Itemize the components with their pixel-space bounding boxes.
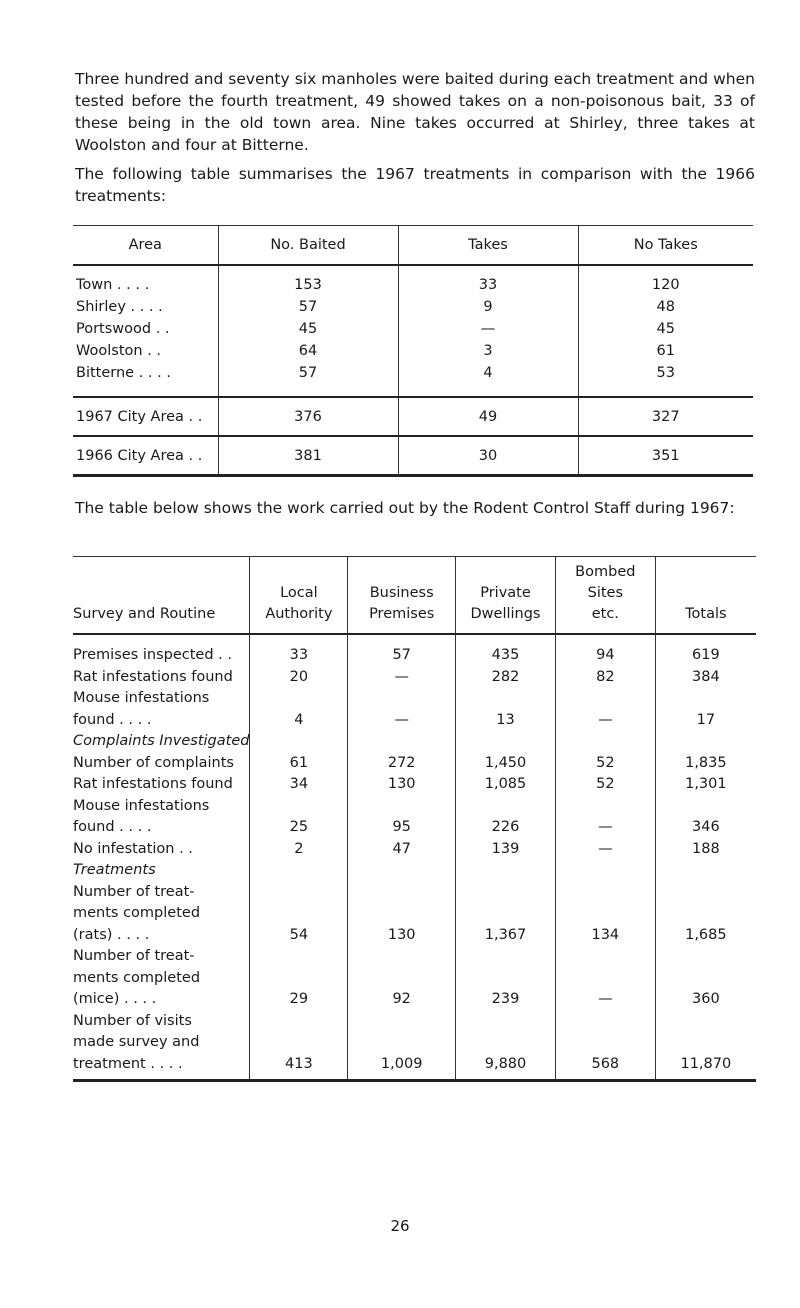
header-area: Area [73, 226, 218, 266]
paragraph-manholes: Three hundred and seventy six manholes were baited during each treatment and when tested before the fourth treatment, 49 showed takes on a non-poisonous bait, 33 of these being in the old town area. Nine takes occurred at Shirley, three takes at Woolston and four at Bitterne. [75, 70, 755, 154]
table-row [73, 753, 756, 775]
section-heading-row [73, 860, 756, 882]
cell: 11,870 [655, 1011, 756, 1081]
row-label [73, 946, 250, 1011]
section-heading-row [73, 731, 756, 753]
header-no-baited: No. Baited [218, 226, 398, 266]
row-label: Bitterne . . . . [73, 362, 218, 384]
cell: 94 [555, 645, 655, 667]
cell: 48 [656, 299, 675, 315]
table-row [73, 645, 756, 667]
table-row [73, 340, 753, 362]
cell: 52 [555, 774, 655, 796]
table-row [73, 362, 753, 384]
cell: 1,301 [685, 776, 727, 792]
cell: 435 [456, 645, 556, 667]
cell: 1,367 [456, 882, 556, 947]
cell: — [555, 796, 655, 839]
total-row-1967 [73, 397, 753, 436]
cell: 272 [348, 753, 456, 775]
spacer-row [73, 265, 753, 274]
row-label: Rat infestations found [73, 667, 250, 689]
header-business-premises [348, 557, 456, 635]
label-line: (mice) . . . . [73, 991, 157, 1007]
spacer-row [73, 384, 753, 397]
cell: 376 [218, 397, 398, 436]
cell: 130 [348, 774, 456, 796]
label-line: made survey and [73, 1034, 200, 1050]
spacer-row [73, 634, 756, 645]
cell: 82 [555, 667, 655, 689]
cell: 4 [250, 688, 348, 731]
treatments-heading: Treatments [73, 860, 250, 882]
table-row [73, 796, 756, 839]
table-row [73, 318, 753, 340]
row-label: Rat infestations found [73, 774, 250, 796]
total-row-1966 [73, 436, 753, 476]
label-line: found . . . . [73, 819, 152, 835]
row-label: Shirley . . . . [73, 296, 218, 318]
header-text: etc. [591, 606, 619, 622]
cell: — [555, 946, 655, 1011]
header-local-authority [250, 557, 348, 635]
row-label [73, 688, 250, 731]
cell: 20 [250, 667, 348, 689]
label-line: Number of treat- [73, 883, 195, 900]
table-row [73, 774, 756, 796]
row-label: Number of complaints [73, 753, 250, 775]
label-line: Mouse infestations [73, 690, 210, 706]
table-row [73, 274, 753, 296]
row-label [73, 1011, 250, 1081]
header-text: Premises [369, 606, 435, 622]
table-row [73, 882, 756, 947]
header-bombed-sites [555, 557, 655, 635]
cell: 1,085 [456, 774, 556, 796]
row-label [73, 882, 250, 947]
cell: 54 [250, 882, 348, 947]
cell: 226 [456, 796, 556, 839]
header-no-takes: No Takes [578, 226, 753, 266]
cell: 57 [218, 362, 398, 384]
table-header-row [73, 557, 756, 635]
header-text: Dwellings [470, 606, 541, 622]
cell: 95 [348, 796, 456, 839]
cell: 413 [250, 1011, 348, 1081]
cell: — [348, 688, 456, 731]
cell: 45 [656, 321, 675, 337]
cell: 64 [218, 340, 398, 362]
table-row [73, 946, 756, 1011]
label-line: Number of visits [73, 1012, 192, 1029]
cell: 45 [218, 318, 398, 340]
cell: 1,685 [685, 926, 727, 943]
cell: 61 [250, 753, 348, 775]
treatment-comparison-table [73, 225, 753, 477]
cell: 134 [555, 882, 655, 947]
cell: 1,835 [685, 754, 727, 771]
table-row [73, 296, 753, 318]
paragraph-summary-intro: The following table summarises the 1967 treatments in comparison with the 1966 treatments: [75, 165, 755, 205]
label-line: ments completed [73, 969, 201, 986]
cell: 327 [578, 397, 753, 436]
cell: 34 [250, 774, 348, 796]
cell: 360 [692, 991, 720, 1007]
cell: 188 [692, 840, 720, 857]
rodent-control-work-table [73, 556, 756, 1082]
cell: 9,880 [456, 1011, 556, 1081]
cell: 239 [456, 946, 556, 1011]
cell: 282 [456, 667, 556, 689]
cell: 53 [656, 365, 675, 381]
row-label: No infestation . . [73, 839, 250, 861]
header-private-dwellings [456, 557, 556, 635]
cell: 153 [218, 274, 398, 296]
cell: 57 [348, 645, 456, 667]
header-totals: Totals [655, 557, 756, 635]
label-line: Mouse infestations [73, 797, 210, 814]
header-text: Authority [265, 606, 333, 622]
cell: 25 [250, 796, 348, 839]
header-text: Business [369, 585, 434, 601]
cell: — [348, 667, 456, 689]
table-row [73, 688, 756, 731]
cell: 130 [348, 882, 456, 947]
cell: 1,450 [456, 753, 556, 775]
header-text: Local [280, 585, 318, 601]
row-label: 1966 City Area . . [73, 436, 218, 476]
row-label [73, 796, 250, 839]
header-takes: Takes [398, 226, 578, 266]
label-line: Number of treat- [73, 948, 195, 964]
cell: 13 [456, 688, 556, 731]
header-text: Sites [587, 585, 624, 601]
table-row [73, 839, 756, 861]
cell: 47 [348, 839, 456, 861]
table-row [73, 667, 756, 689]
cell: 61 [656, 343, 675, 359]
cell: 384 [692, 668, 720, 685]
paragraph-rodent-intro: The table below shows the work carried out by the Rodent Control Staff during 1967: [75, 499, 735, 517]
cell: 4 [398, 362, 578, 384]
header-survey-routine: Survey and Routine [73, 557, 250, 635]
cell: 17 [696, 711, 716, 728]
complaints-heading: Complaints Investigated [73, 731, 250, 753]
cell: 1,009 [348, 1011, 456, 1081]
cell: — [398, 318, 578, 340]
row-label: 1967 City Area . . [73, 397, 218, 436]
cell: 2 [250, 839, 348, 861]
cell: 619 [692, 647, 720, 663]
cell: 351 [578, 436, 753, 476]
label-line: found . . . . [73, 711, 152, 728]
row-label: Portswood . . [73, 318, 218, 340]
page-number: 26 [390, 1217, 410, 1235]
label-line: ments completed [73, 905, 201, 921]
cell: 346 [692, 819, 720, 835]
table-header-row [73, 226, 753, 266]
header-text: Bombed [575, 564, 636, 580]
cell: 120 [651, 277, 680, 293]
cell: — [555, 839, 655, 861]
label-line: (rats) . . . . [73, 926, 150, 943]
row-label: Premises inspected . . [73, 645, 250, 667]
row-label: Woolston . . [73, 340, 218, 362]
cell: 30 [398, 436, 578, 476]
cell: 52 [555, 753, 655, 775]
table-row [73, 1011, 756, 1081]
cell: 29 [250, 946, 348, 1011]
label-line: treatment . . . . [73, 1055, 183, 1072]
cell: 33 [250, 645, 348, 667]
row-label: Town . . . . [73, 274, 218, 296]
cell: 9 [398, 296, 578, 318]
cell: — [555, 688, 655, 731]
cell: 3 [398, 340, 578, 362]
cell: 92 [348, 946, 456, 1011]
cell: 381 [218, 436, 398, 476]
cell: 568 [555, 1011, 655, 1081]
cell: 49 [398, 397, 578, 436]
cell: 33 [398, 274, 578, 296]
cell: 139 [456, 839, 556, 861]
header-text: Private [480, 585, 531, 601]
cell: 57 [218, 296, 398, 318]
